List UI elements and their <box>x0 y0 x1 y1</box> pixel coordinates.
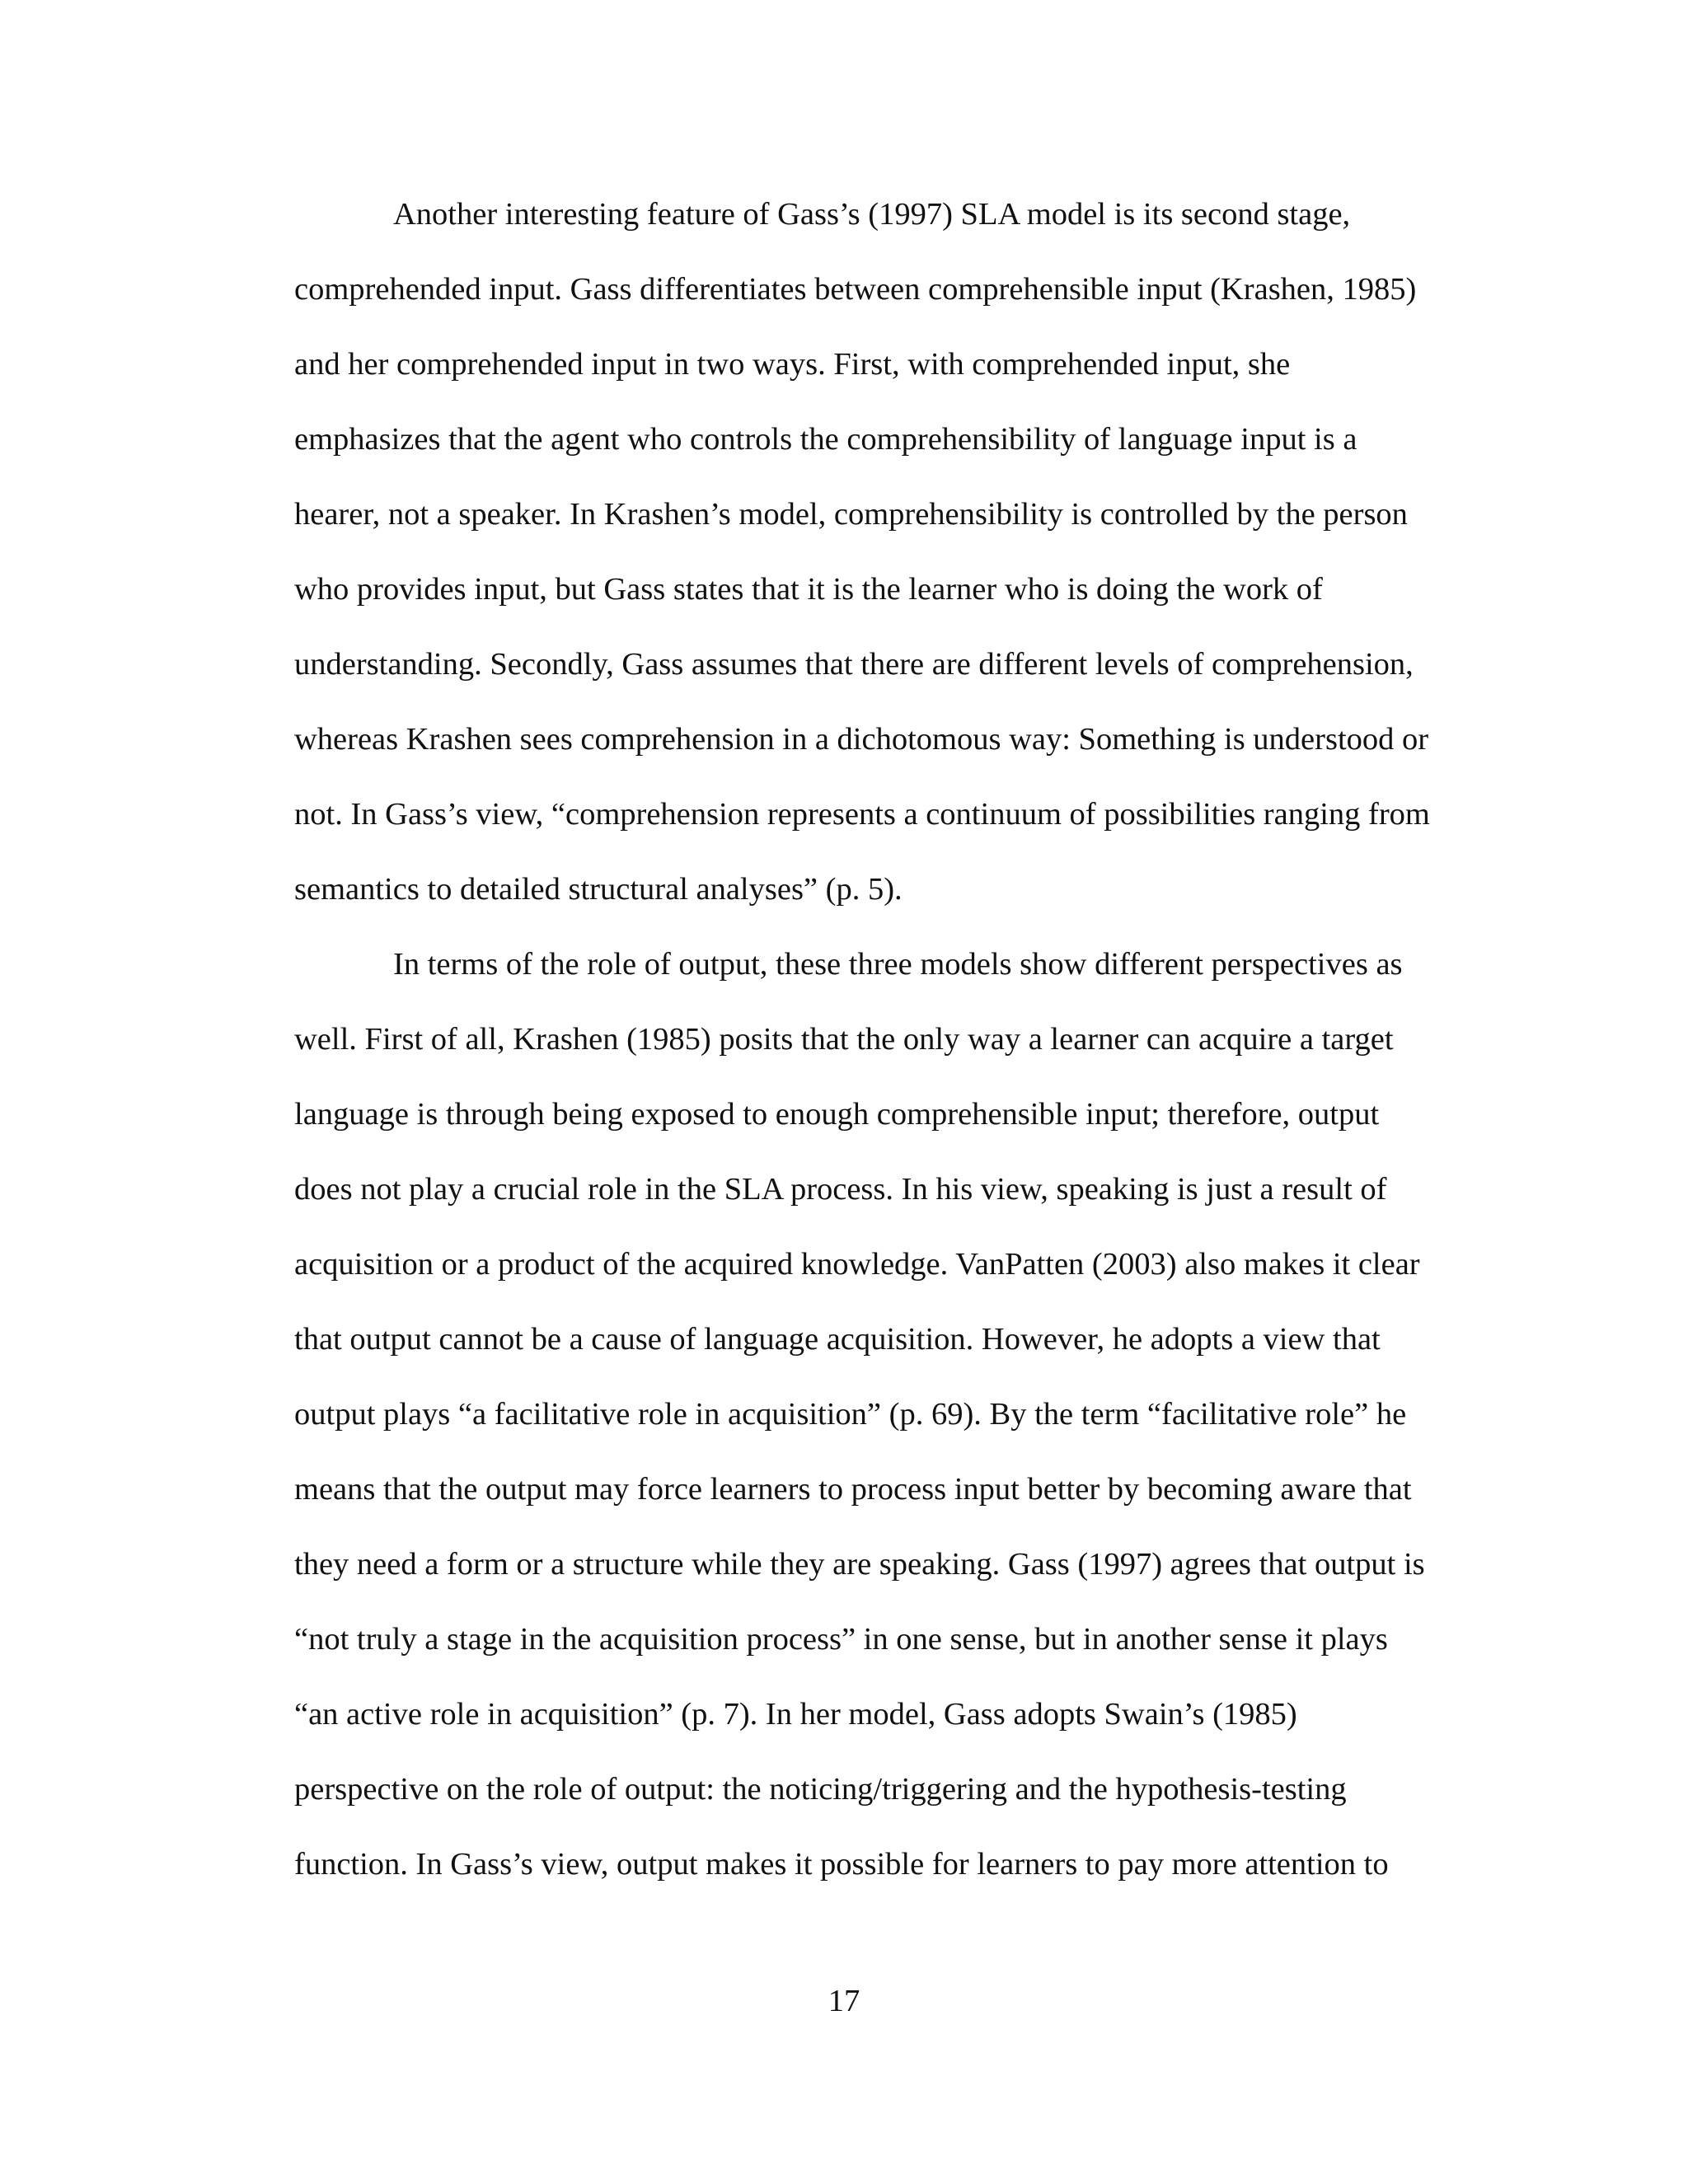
body-text <box>294 190 1473 1915</box>
text-line: function. In Gass’s view, output makes it possible for learners to pay more attention to <box>294 1847 1389 1882</box>
text-line: acquisition or a product of the acquired knowledge. VanPatten (2003) also makes it clear <box>294 1247 1420 1282</box>
text-line: that output cannot be a cause of language acquisition. However, he adopts a view that <box>294 1322 1381 1357</box>
text-line: emphasizes that the agent who controls the comprehensibility of language input is a <box>294 422 1357 457</box>
text-line: hearer, not a speaker. In Krashen’s model, comprehensibility is controlled by the person <box>294 497 1408 532</box>
text-line: does not play a crucial role in the SLA process. In his view, speaking is just a result of <box>294 1172 1387 1207</box>
paragraph-role-of-output <box>294 940 1473 1915</box>
text-line: In terms of the role of output, these three models show different perspectives as <box>393 947 1403 982</box>
text-line: and her comprehended input in two ways. First, with comprehended input, she <box>294 347 1291 382</box>
text-line: perspective on the role of output: the noticing/triggering and the hypothesis-testing <box>294 1772 1347 1807</box>
text-line: who provides input, but Gass states that it is the learner who is doing the work of <box>294 572 1323 607</box>
text-line: language is through being exposed to enough comprehensible input; therefore, output <box>294 1097 1380 1132</box>
text-line: understanding. Secondly, Gass assumes that there are different levels of comprehension, <box>294 647 1414 682</box>
text-line: whereas Krashen sees comprehension in a dichotomous way: Something is understood or <box>294 722 1429 757</box>
page-number: 17 <box>828 1984 860 2018</box>
text-line: comprehended input. Gass differentiates between comprehensible input (Krashen, 1985) <box>294 272 1417 307</box>
text-line: “an active role in acquisition” (p. 7). In her model, Gass adopts Swain’s (1985) <box>294 1697 1297 1732</box>
text-line: well. First of all, Krashen (1985) posits that the only way a learner can acquire a target <box>294 1022 1394 1057</box>
text-line: semantics to detailed structural analyses” (p. 5). <box>294 872 903 907</box>
text-line: means that the output may force learners to process input better by becoming aware that <box>294 1472 1412 1507</box>
text-line: Another interesting feature of Gass’s (1997) SLA model is its second stage, <box>393 197 1351 232</box>
text-line: not. In Gass’s view, “comprehension represents a continuum of possibilities ranging from <box>294 797 1430 832</box>
text-line: output plays “a facilitative role in acquisition” (p. 69). By the term “facilitative role” he <box>294 1397 1407 1432</box>
text-line: “not truly a stage in the acquisition process” in one sense, but in another sense it plays <box>294 1622 1388 1657</box>
text-line: they need a form or a structure while they are speaking. Gass (1997) agrees that output is <box>294 1547 1425 1582</box>
paragraph-comprehended-input <box>294 190 1473 940</box>
